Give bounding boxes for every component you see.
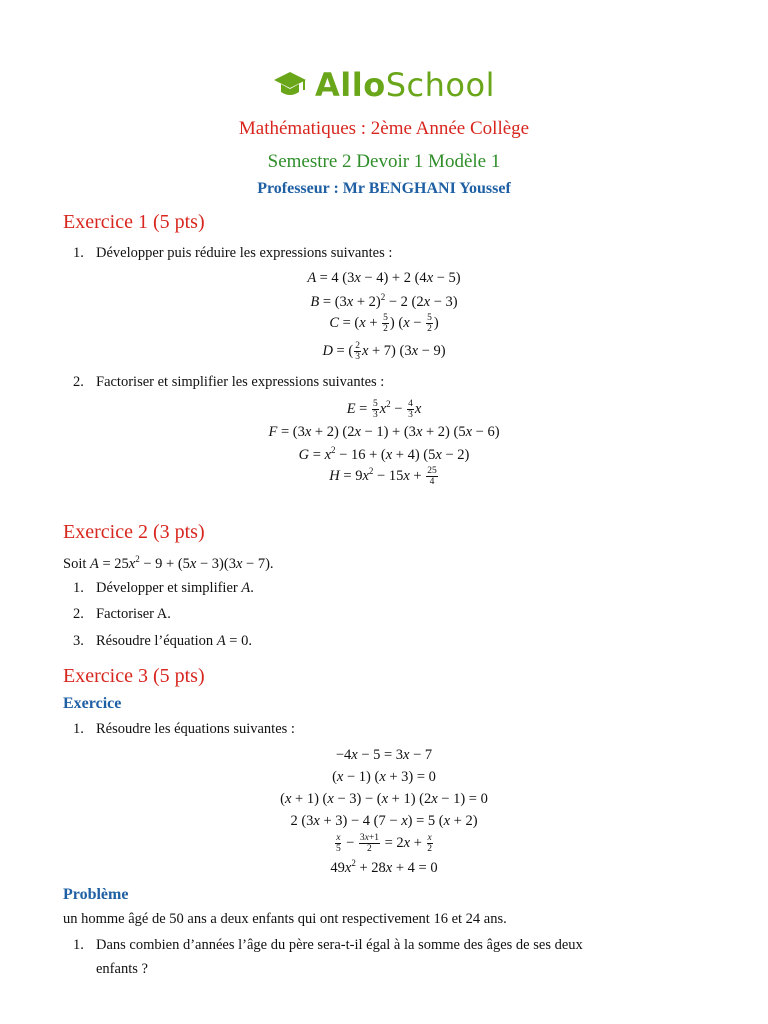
- equation-H: $H = 9x^2 - 15x$ + $\frac{25}{4}$: [329, 466, 437, 487]
- exercise-1-title: Exercice 1 (5 pts): [63, 211, 205, 233]
- equation-2: (x − 1) (x + 3) = 0: [332, 769, 436, 785]
- ex1-question-2: 2. Factoriser et simplifier les expressions suivantes :: [73, 374, 385, 390]
- teacher-name: Professeur : Mr BENGHANI Youssef: [257, 180, 511, 197]
- ex3-subsection-exercice: Exercice: [63, 695, 122, 712]
- ex2-question-1: 1. Développer et simplifier A.: [73, 580, 254, 596]
- equation-5: $\frac{x}{5}$ − $\frac{3x+1}{2}$ = 2x + $\frac{x}{2}$: [335, 833, 433, 854]
- exercise-2-title: Exercice 2 (3 pts): [63, 521, 205, 543]
- document-subtitle: Semestre 2 Devoir 1 Modèle 1: [267, 151, 501, 172]
- ex1-question-1: 1. Développer puis réduire les expressions suivantes :: [73, 245, 393, 261]
- ex2-intro: Soit $A = 25x^2 - 9 + (5x - 3)(3x - 7)$.: [63, 554, 274, 572]
- equation-E: E = $\frac{5}{3}$ $x^2$ − $\frac{4}{3}$ x: [346, 399, 422, 420]
- ex3-subsection-probleme: Problème: [63, 886, 129, 903]
- ex3-question-1: 1. Résoudre les équations suivantes :: [73, 721, 295, 737]
- equation-1: −4x − 5 = 3x − 7: [335, 747, 433, 763]
- problem-question-1: 1. Dans combien d’années l’âge du père sera-t-il égal à la somme des âges de ses deux: [73, 937, 583, 953]
- ex2-question-3: 3. Résoudre l’équation A = 0.: [73, 633, 252, 649]
- problem-question-1-continuation: enfants ?: [96, 961, 148, 977]
- equation-D: D = ( $\frac{2}{3}$ x + 7) (3x − 9): [322, 341, 446, 362]
- equation-G: $G = x^2 - 16 + (x + 4) (5x - 2)$: [298, 445, 470, 463]
- problem-statement: un homme âgé de 50 ans a deux enfants qui ont respectivement 16 et 24 ans.: [63, 911, 507, 927]
- equation-A: A = 4 (3x − 4) + 2 (4x − 5): [307, 270, 461, 286]
- equation-4: 2 (3x + 3) − 4 (7 − x) = 5 (x + 2): [290, 813, 478, 829]
- equation-C: C = (x + $\frac{5}{2}$ ) (x − $\frac{5}{2}$ ): [329, 313, 439, 334]
- logo-text: AlloSchool: [315, 66, 495, 104]
- equation-F: F = (3x + 2) (2x − 1) + (3x + 2) (5x − 6): [268, 424, 500, 440]
- equation-B: $B = (3x + 2)^2 - 2$ (2x − 3): [310, 292, 458, 310]
- document-title: Mathématiques : 2ème Année Collège: [238, 118, 530, 139]
- ex2-question-2: 2. Factoriser A.: [73, 606, 171, 622]
- equation-6: $49x^2 + 28x + 4 = 0$: [330, 858, 438, 876]
- equation-3: (x + 1) (x − 3) − (x + 1) (2x − 1) = 0: [280, 791, 488, 807]
- exercise-3-title: Exercice 3 (5 pts): [63, 665, 205, 687]
- alloschool-logo: [0, 66, 768, 104]
- graduation-cap-icon: [273, 70, 307, 100]
